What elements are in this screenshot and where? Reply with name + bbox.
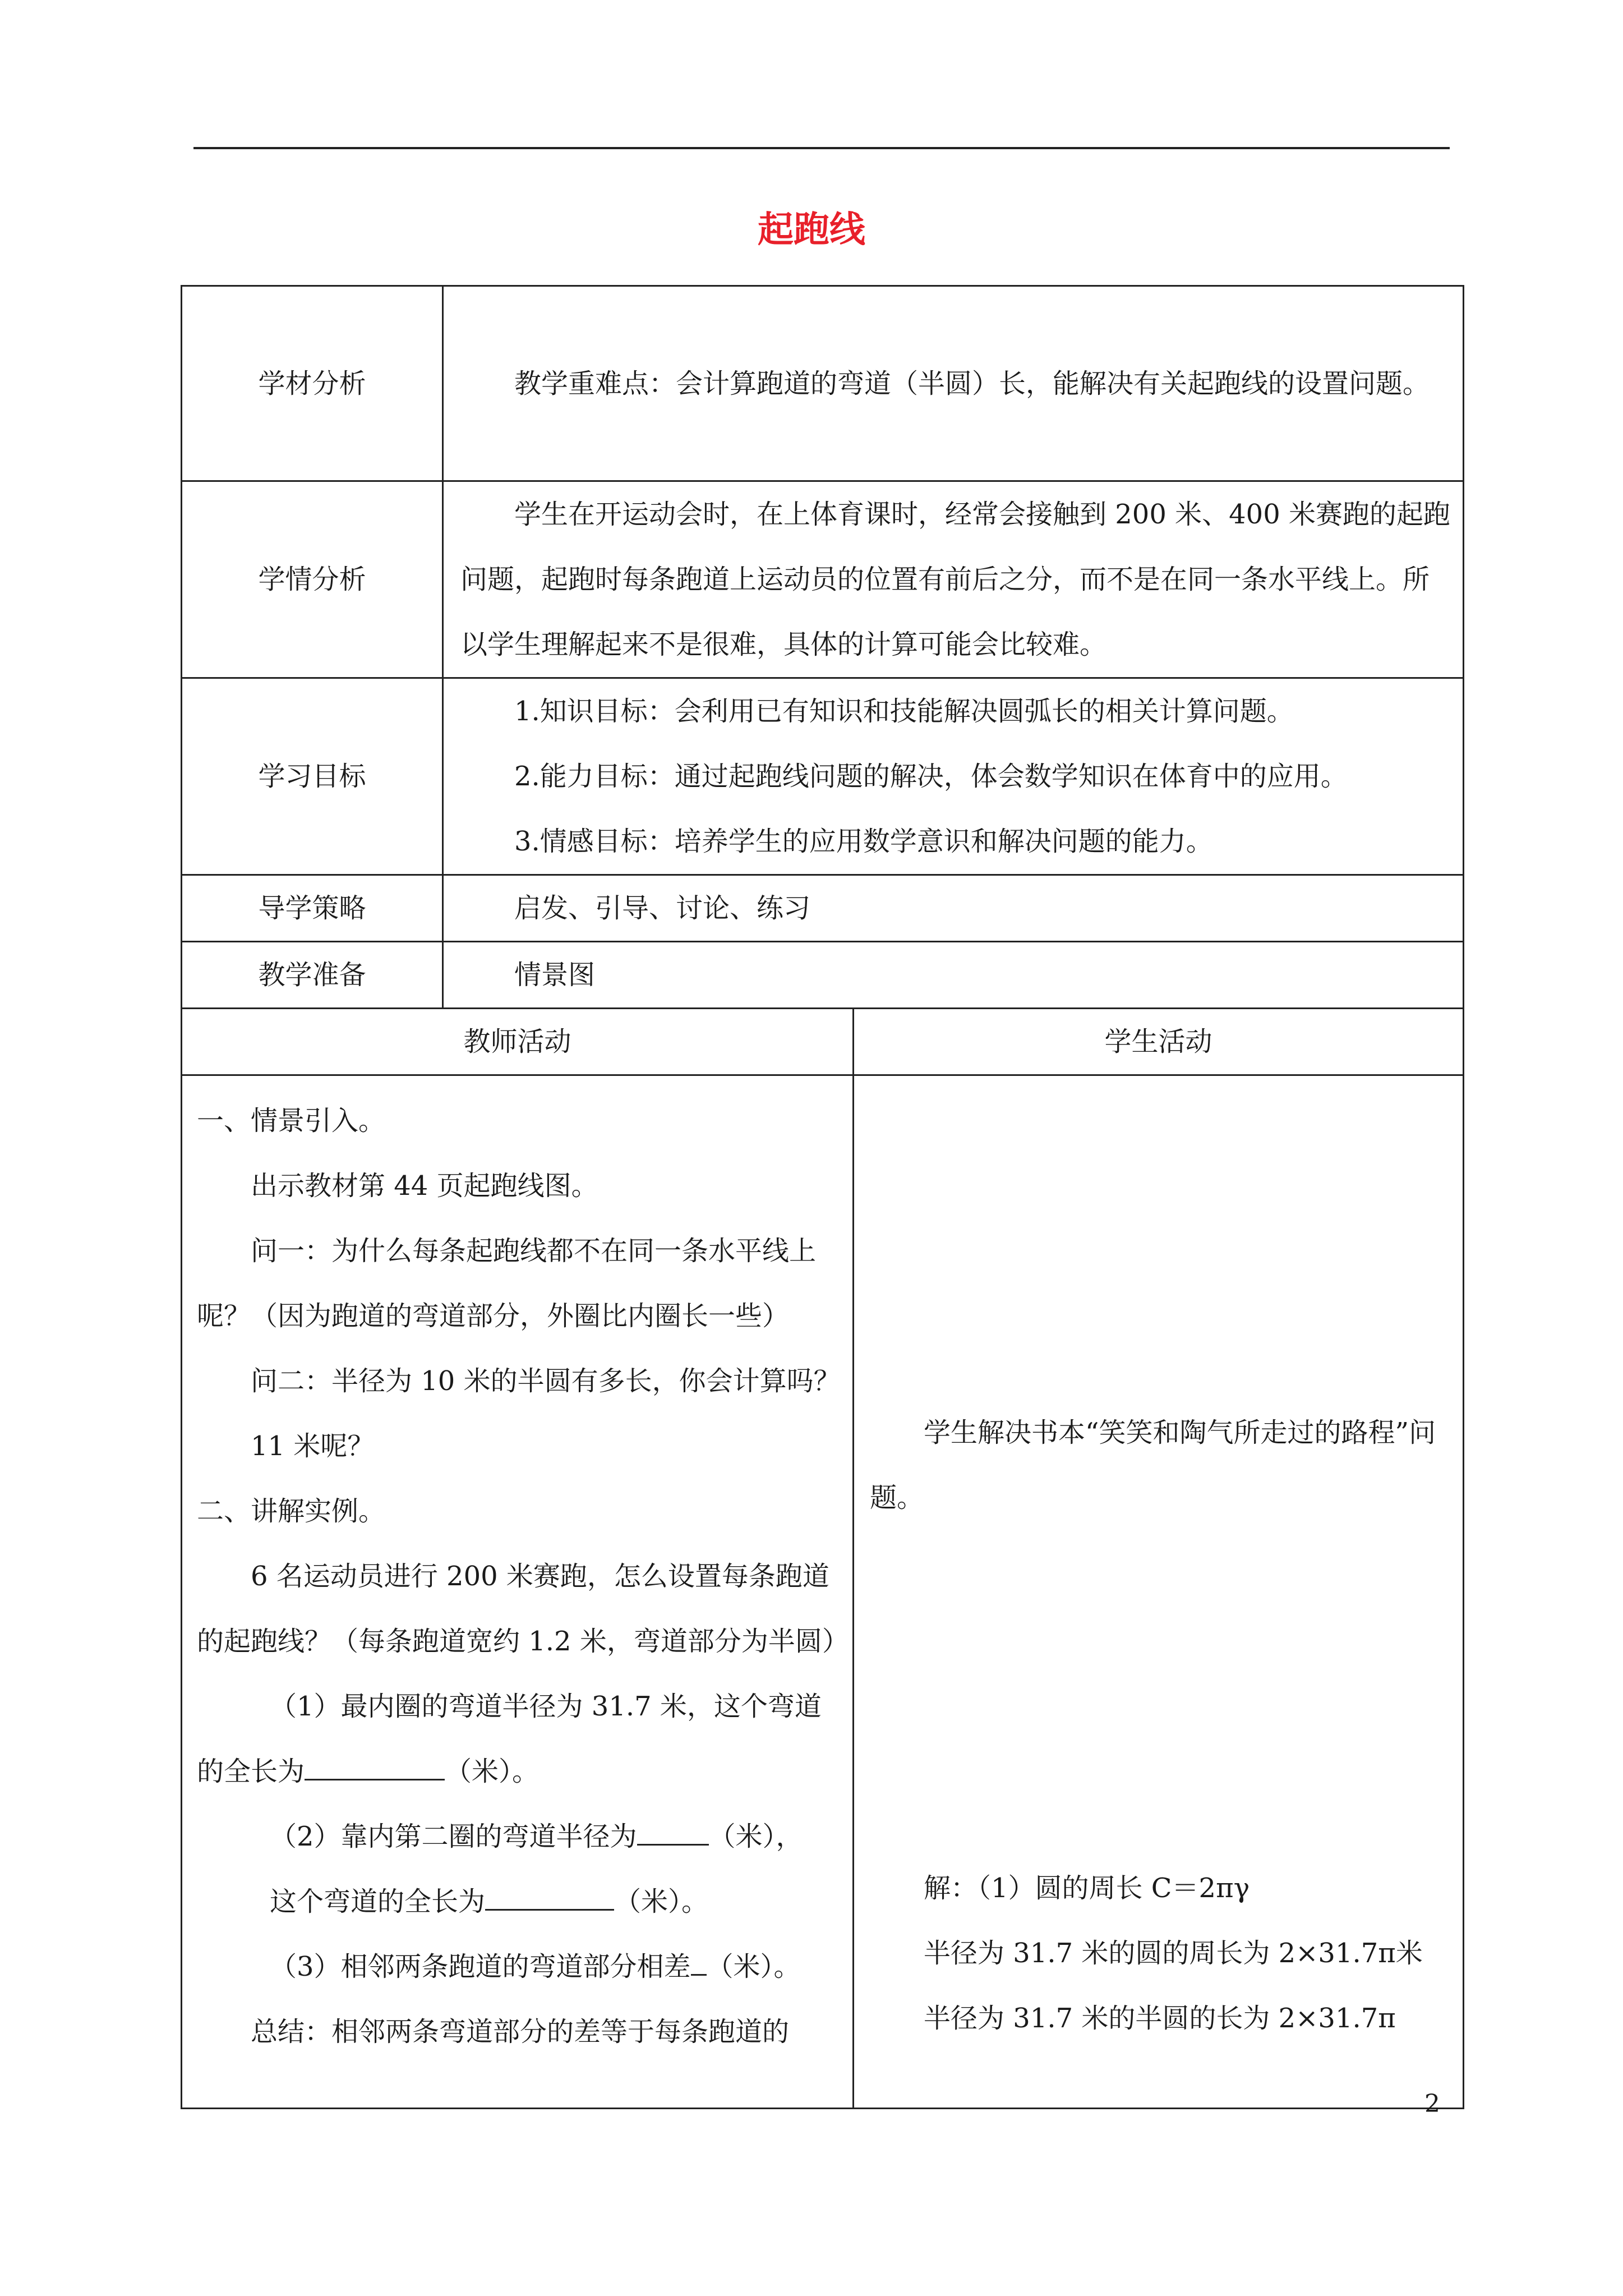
content-preparation — [443, 942, 1464, 1009]
teacher-line — [197, 1934, 843, 1999]
text-preparation: 情景图 — [514, 959, 596, 991]
row-learning-goals — [182, 678, 1464, 875]
goal-knowledge: 1.知识目标：会利用已有知识和技能解决圆弧长的相关计算问题。 — [514, 696, 1294, 727]
teacher-text: （米）。 — [445, 1756, 540, 1787]
header-rule — [193, 147, 1450, 149]
text-student-analysis: 学生在开运动会时，在上体育课时，经常会接触到 200 米、400 米赛跑的起跑问题，起跑时每条跑道上运动员的位置有前后之分，而不是在同一条水平线上。所以学生理解起来不是很难，具体的计算可能会比较难。 — [460, 499, 1451, 660]
teacher-text: （米）， — [708, 1821, 803, 1852]
page-number: 2 — [1424, 2090, 1440, 2118]
content-material-analysis — [443, 286, 1464, 481]
teacher-line: 6 名运动员进行 200 米赛跑，怎么设置每条跑道的起跑线？（每条跑道宽约 1.2 米，弯道部分为半圆） — [197, 1561, 849, 1657]
page-title: 起跑线 — [758, 209, 865, 251]
teacher-line — [197, 1804, 843, 1869]
teacher-text: （米）。 — [706, 1951, 801, 1982]
content-student-analysis — [443, 481, 1464, 678]
row-activity-headers — [182, 1009, 1464, 1075]
teacher-line — [197, 1674, 843, 1804]
row-material-analysis — [182, 286, 1464, 481]
text-strategy: 启发、引导、讨论、练习 — [514, 892, 811, 924]
teacher-text: （2）靠内第二圈的弯道半径为 — [270, 1821, 637, 1852]
row-student-analysis — [182, 481, 1464, 678]
label-learning-goals: 学习目标 — [182, 678, 443, 875]
fill-blank — [305, 1753, 445, 1780]
teacher-line: 11 米呢？ — [251, 1430, 375, 1462]
goal-emotion: 3.情感目标：培养学生的应用数学意识和解决问题的能力。 — [514, 826, 1213, 857]
teacher-text: 这个弯道的全长为 — [270, 1886, 486, 1917]
fill-blank — [637, 1818, 709, 1846]
student-line: 半径为 31.7 米的半圆的长为 2×31.7π — [924, 2003, 1396, 2034]
lesson-plan-table — [181, 285, 1464, 2109]
student-line: 学生解决书本“笑笑和陶气所走过的路程”问题。 — [870, 1417, 1436, 1513]
label-strategy: 导学策略 — [182, 875, 443, 942]
student-line: 解：（1）圆的周长 C＝2πγ — [924, 1872, 1250, 1904]
row-activities — [182, 1075, 1464, 2109]
fill-blank — [691, 1948, 707, 1976]
goal-ability: 2.能力目标：通过起跑线问题的解决，体会数学知识在体育中的应用。 — [514, 761, 1348, 792]
row-preparation — [182, 942, 1464, 1009]
student-activity-cell — [854, 1075, 1464, 2109]
fill-blank — [485, 1883, 614, 1911]
teacher-line: 问一：为什么每条起跑线都不在同一条水平线上呢？（因为跑道的弯道部分，外圈比内圈长一些） — [197, 1235, 817, 1332]
content-strategy — [443, 875, 1464, 942]
teacher-line: 总结：相邻两条弯道部分的差等于每条跑道的 — [251, 2016, 790, 2047]
teacher-line: 出示教材第 44 页起跑线图。 — [251, 1170, 598, 1202]
label-material-analysis: 学材分析 — [182, 286, 443, 481]
teacher-line: 二、讲解实例。 — [197, 1496, 386, 1527]
header-teacher-activity: 教师活动 — [182, 1009, 854, 1075]
teacher-line: 问二：半径为 10 米的半圆有多长，你会计算吗？ — [251, 1365, 841, 1397]
label-preparation: 教学准备 — [182, 942, 443, 1009]
teacher-text: （米）。 — [614, 1886, 709, 1917]
teacher-line — [197, 1869, 843, 1934]
teacher-text: （3）相邻两条跑道的弯道部分相差 — [270, 1951, 691, 1982]
row-strategy — [182, 875, 1464, 942]
teacher-activity-cell — [182, 1075, 854, 2109]
header-student-activity: 学生活动 — [854, 1009, 1464, 1075]
content-learning-goals — [443, 678, 1464, 875]
text-material-analysis: 教学重难点：会计算跑道的弯道（半圆）长，能解决有关起跑线的设置问题。 — [514, 367, 1430, 399]
student-line: 半径为 31.7 米的圆的周长为 2×31.7π米 — [924, 1938, 1423, 1969]
teacher-line: 一、情景引入。 — [197, 1105, 386, 1137]
teacher-text: （1）最内圈的弯道半径为 31.7 米，这个弯道的全长为 — [197, 1691, 822, 1787]
label-student-analysis: 学情分析 — [182, 481, 443, 678]
